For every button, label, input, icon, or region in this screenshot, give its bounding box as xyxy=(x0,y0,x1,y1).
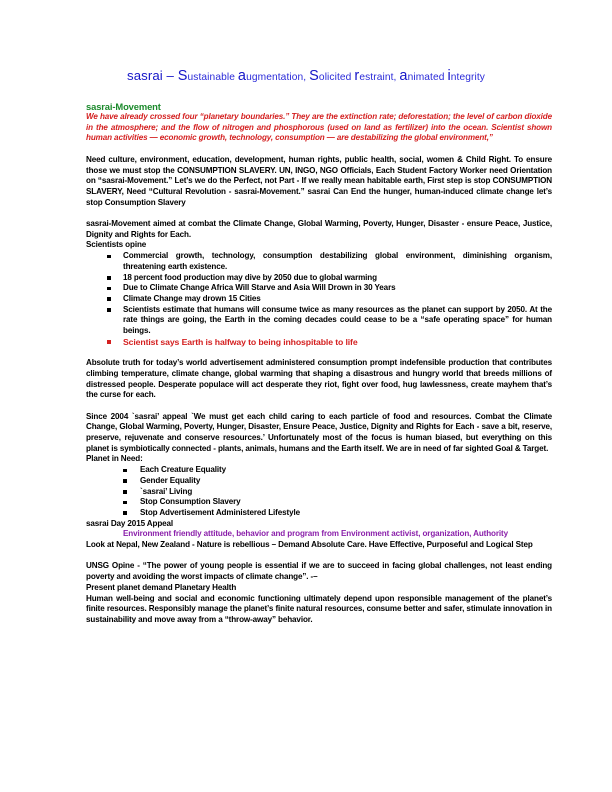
title-brand: sasrai xyxy=(127,68,163,83)
planet-heading: Planet in Need: xyxy=(86,454,143,464)
list-item: Climate Change may drown 15 Cities xyxy=(86,294,552,305)
health-paragraph: Human well-being and social and economic functioning ultimately depend upon responsible management of the planet’s finite resources. Responsibly manage the planet’s finite natural resources, consume better and safer, stimulate innovation in sustainability and move away from a “throw-away” behavior. xyxy=(86,593,552,624)
list-item: Stop Advertisement Administered Lifestyle xyxy=(86,508,552,519)
truth-paragraph: Absolute truth for today’s world advertisement administered consumption prompt indefensible production that contributes climbing temperature, climate change, global warming that shaping a disastrous and hungry world that breeds millions of distressed people. Desperate populace will act desperate they riot, fight over food, hug lawlessness, create mayhem that’s the curse for each. xyxy=(86,358,552,400)
title-word: augmentation, xyxy=(237,68,310,84)
list-item: Gender Equality xyxy=(86,476,552,487)
since-paragraph: Since 2004 `sasrai’ appeal `We must get each child caring to each particle of food and resources. Combat the Climate Change, Global Warming, Poverty, Hunger, Disaster, Ensure Peace, Justice, Dignity and Rights for Each - save a bit, reserve, preserve, rejuvenate and conserve resources.’ Unfortunately most of the focus is human biased, but everything on this planet is symbiotically connected - plants, animals, humans and the Earth itself. We are in need of far sighted Goal & Target. xyxy=(86,411,552,453)
title-dash: – xyxy=(162,68,178,83)
title-word: animated xyxy=(399,68,448,84)
list-item-highlight: Scientist says Earth is halfway to being inhospitable to life xyxy=(86,337,552,348)
list-item: Scientists estimate that humans will consume twice as many resources as the planet can support by 2050. At the rate things are going, the Earth in the coming decades could cease to be a “safe operating space” for human beings. xyxy=(86,305,552,337)
present-heading: Present planet demand Planetary Health xyxy=(86,582,237,592)
day-heading: sasrai Day 2015 Appeal xyxy=(86,518,174,528)
day-appeal: Environment friendly attitude, behavior and program from Environment activist, organization, Authority xyxy=(123,529,508,539)
document-body xyxy=(86,101,552,626)
need-paragraph: Need culture, environment, education, development, human rights, public health, social, women & Child Right. To ensure those we must stop the CONSUMPTION SLAVERY. UN, INGO, NGO Officials, Each Student Factory Worker need Orientation on “sasrai-Movement.” Let’s we do the Perfect, not Part - If we really mean habitable earth, First step is stop CONSUMPTION SLAVERY, Need “Cultural Revolution - sasrai-Movement.” sasrai Can End the hunger, human-induced climate change let’s stop Consumption Slavery xyxy=(86,154,552,207)
scientist-list xyxy=(86,251,552,347)
movement-heading: sasrai-Movement xyxy=(86,101,161,112)
scientists-heading: Scientists opine xyxy=(86,240,147,250)
list-item: Each Creature Equality xyxy=(86,465,552,476)
intro-paragraph: We have already crossed four “planetary boundaries.” They are the extinction rate; deforestation; the level of carbon dioxide in the atmosphere; and the flow of nitrogen and phosphorous (used on land as fertilizer) into the ocean. Scientist shown human activities — economic growth, technology, consumption — are destabilizing the global environment,” xyxy=(86,112,552,143)
title-word: restraint, xyxy=(354,68,400,84)
unsg-paragraph: UNSG Opine - “The power of young people is essential if we are to succeed in facing global challenges, not least ending poverty and avoiding the worst impacts of climate change”. -– xyxy=(86,561,552,582)
planet-list xyxy=(86,465,552,519)
list-item: Due to Climate Change Africa Will Starve and Asia Will Drown in 30 Years xyxy=(86,283,552,294)
nepal-line: Look at Nepal, New Zealand - Nature is rebellious – Demand Absolute Care. Have Effective, Purposeful and Logical Step xyxy=(86,540,533,550)
list-item: Stop Consumption Slavery xyxy=(86,497,552,508)
title-word: Solicited xyxy=(309,68,355,84)
page-title xyxy=(40,68,572,84)
title-word: Sustainable xyxy=(177,68,238,84)
list-item: 18 percent food production may dive by 2050 due to global warming xyxy=(86,273,552,284)
list-item: `sasrai’ Living xyxy=(86,487,552,498)
list-item: Commercial growth, technology, consumption destabilizing global environment, diminishing organism, threatening earth existence. xyxy=(86,251,552,272)
aim-paragraph: sasrai-Movement aimed at combat the Climate Change, Global Warming, Poverty, Hunger, Disaster - ensure Peace, Justice, Dignity and Rights for Each. xyxy=(86,219,552,239)
title-word: integrity xyxy=(447,68,485,84)
